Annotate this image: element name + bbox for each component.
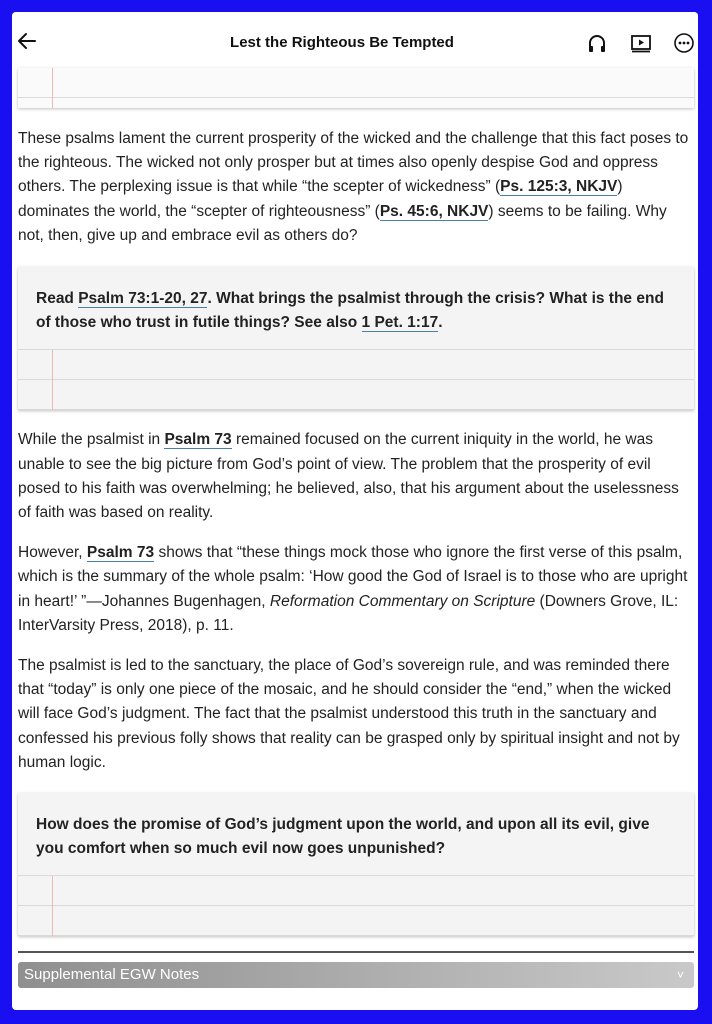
page-title: Lest the Righteous Be Tempted xyxy=(230,34,454,51)
question-text: Read Psalm 73:1-20, 27. What brings the psalmist through the crisis? What is the end of those who trust in futile things? See also 1 Pet. 1:17. xyxy=(36,290,664,332)
question-card xyxy=(18,267,694,410)
scripture-link[interactable]: Ps. 125:3, NKJV xyxy=(500,178,618,196)
notes-area[interactable] xyxy=(18,875,694,936)
top-bar xyxy=(12,12,698,68)
scripture-link[interactable]: 1 Pet. 1:17 xyxy=(361,314,439,332)
scripture-link[interactable]: Psalm 73 xyxy=(164,431,232,449)
paragraph: The psalmist is led to the sanctuary, the place of God’s sovereign rule, and was reminded there that “today” is only one piece of the mosaic, and he should consider the “end,” when the wicked will face God’s judgment. The fact that the psalmist understood this truth in the sanctuary and confessed his previous folly shows that reality can be grasped only by spiritual insight and not by human logic. xyxy=(18,657,680,771)
divider xyxy=(18,951,694,953)
paragraph: However, Psalm 73 shows that “these things mock those who ignore the first verse of this psalm, which is the summary of the whole psalm: ‘How good the God of Israel is to those who are upright in heart!’ ”—Johannes Bugenhagen, Reformation Commentary on Scripture (Downers Grove, IL: InterVarsity Press, 2018), p. 11. xyxy=(18,544,688,634)
paragraph: These psalms lament the current prosperity of the wicked and the challenge that this fact poses to the righteous. The wicked not only prosper but at times also openly despise God and oppress others. The perplexing issue is that while “the scepter of wickedness” (Ps. 125:3, NKJV) dominates the world, the “scepter of righteousness” (Ps. 45:6, NKJV) seems to be failing. Why not, then, give up and embrace evil as others do? xyxy=(18,130,689,244)
supplemental-label: Supplemental EGW Notes xyxy=(24,966,200,983)
reader-window xyxy=(12,12,698,1010)
supplemental-notes-dropdown[interactable] xyxy=(18,962,694,988)
scripture-link[interactable]: Ps. 45:6, NKJV xyxy=(379,202,489,220)
headphones-icon[interactable] xyxy=(586,32,608,54)
scripture-link[interactable]: Psalm 73:1-20, 27 xyxy=(78,290,208,308)
question-text: How does the promise of God’s judgment upon the world, and upon all its evil, give you comfort when so much evil now goes unpunished? xyxy=(36,816,650,858)
play-video-icon[interactable] xyxy=(630,32,652,54)
paragraph: While the psalmist in Psalm 73 remained focused on the current iniquity in the world, he was unable to see the big picture from God’s point of view. The problem that the prosperity of evil posed to his faith was overwhelming; he believed, also, that his argument about the uselessness of faith was based on reality. xyxy=(18,431,679,522)
more-options-icon[interactable] xyxy=(673,32,695,54)
scripture-link[interactable]: Psalm 73 xyxy=(86,544,155,562)
lesson-content xyxy=(12,68,698,936)
back-arrow-icon[interactable] xyxy=(16,30,38,52)
question-card xyxy=(18,793,694,936)
notes-area[interactable] xyxy=(18,68,694,108)
notes-area[interactable] xyxy=(18,349,694,410)
chevron-down-icon: ˅ xyxy=(676,968,684,982)
